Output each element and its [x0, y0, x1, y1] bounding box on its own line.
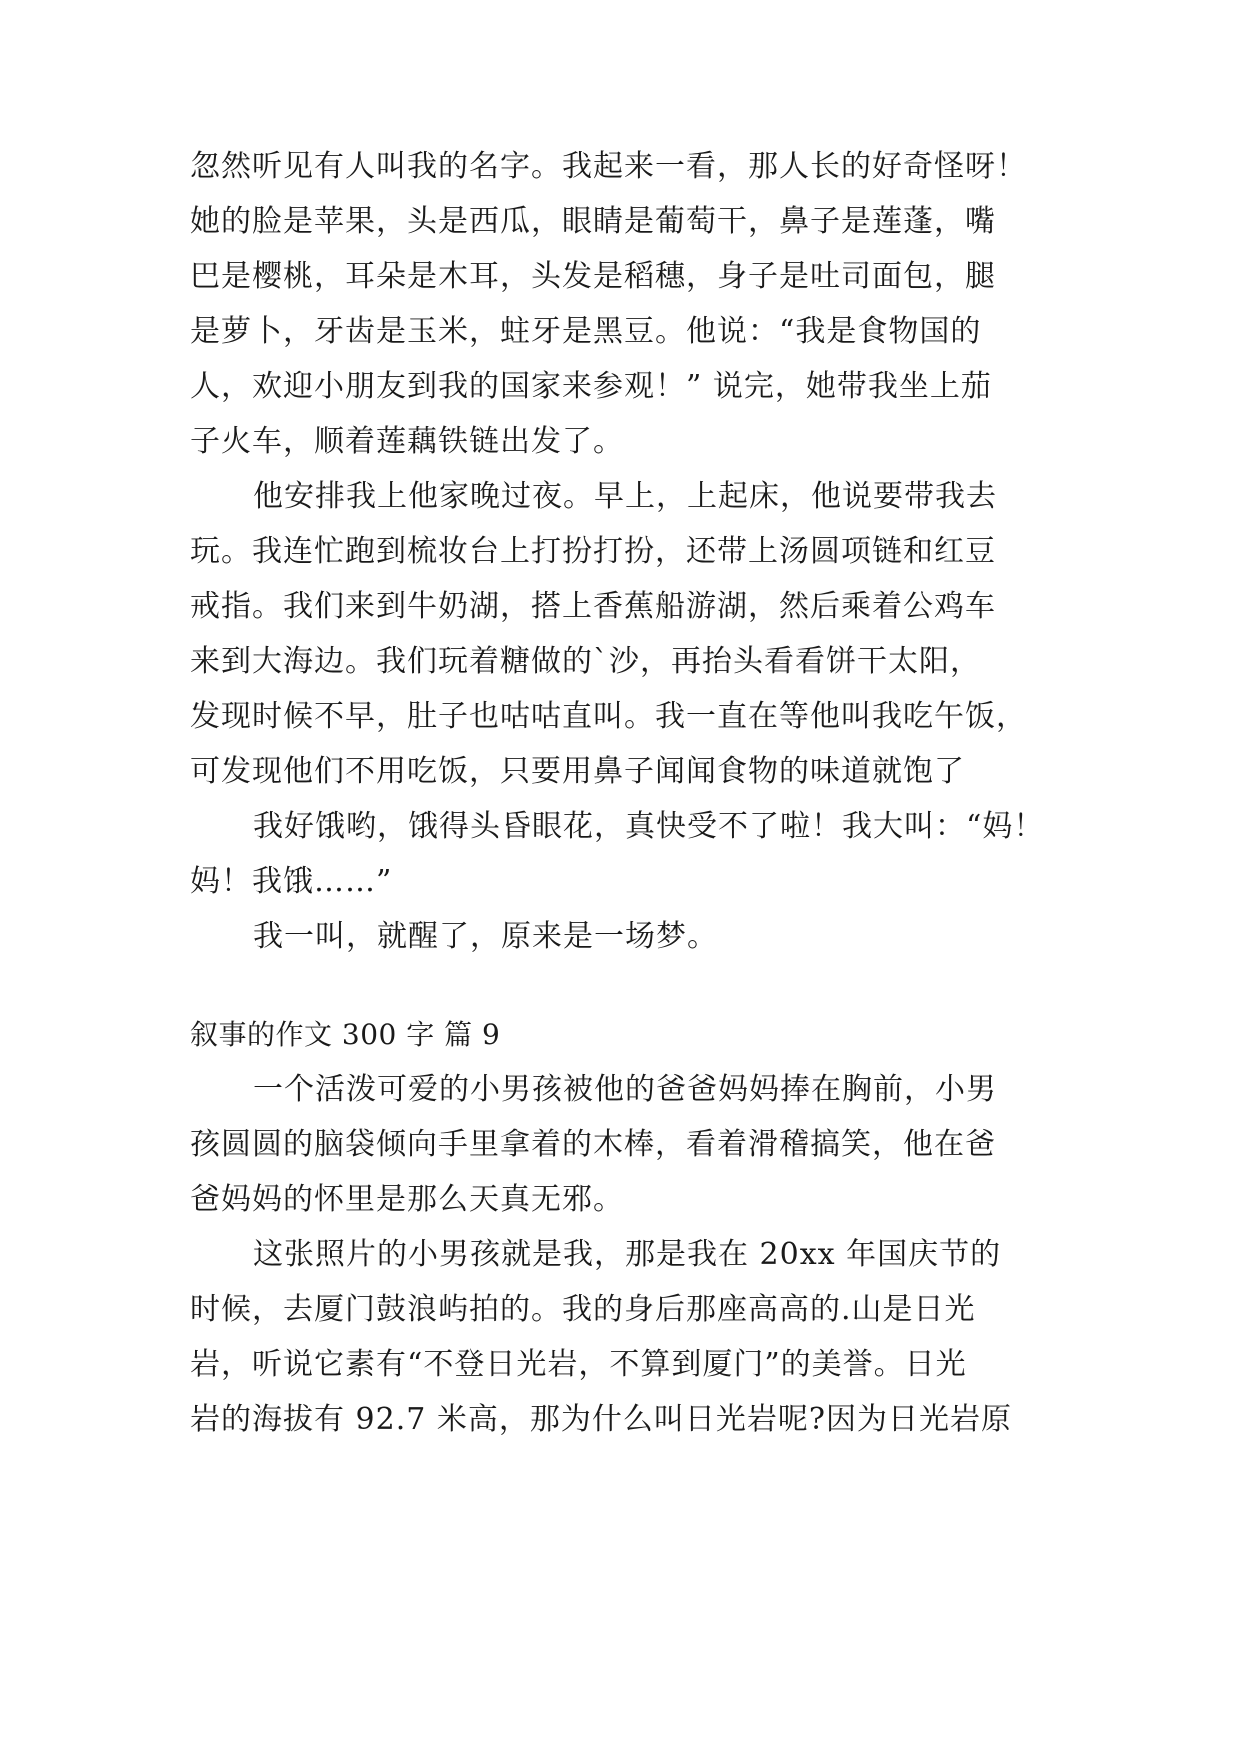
paragraph-first-line: 我好饿哟，饿得头昏眼花，真快受不了啦！我大叫：“妈！ — [253, 809, 1045, 844]
text-line: 子火车，顺着莲藕铁链出发了。 — [190, 424, 624, 459]
text-line: 她的脸是苹果，头是西瓜，眼睛是葡萄干，鼻子是莲蓬，嘴 — [190, 204, 996, 239]
text-line: 人，欢迎小朋友到我的国家来参观！” 说完，她带我坐上茄 — [190, 369, 992, 404]
paragraph-first-line: 他安排我上他家晚过夜。早上，上起床，他说要带我去 — [253, 479, 997, 514]
text-line: 可发现他们不用吃饭，只要用鼻子闻闻食物的味道就饱了 — [190, 754, 965, 789]
text-line: 来到大海边。我们玩着糖做的`沙，再抬头看看饼干太阳， — [190, 644, 981, 679]
text-line: 是萝卜，牙齿是玉米，蛀牙是黑豆。他说：“我是食物国的 — [190, 314, 982, 349]
text-line: 戒指。我们来到牛奶湖，搭上香蕉船游湖，然后乘着公鸡车 — [190, 589, 996, 624]
text-line: 时候，去厦门鼓浪屿拍的。我的身后那座高高的.山是日光 — [190, 1292, 976, 1327]
section-heading: 叙事的作文 300 字 篇 9 — [190, 1018, 501, 1051]
paragraph-first-line: 这张照片的小男孩就是我，那是我在 20xx 年国庆节的 — [253, 1237, 1002, 1272]
text-line: 孩圆圆的脑袋倾向手里拿着的木棒，看着滑稽搞笑，他在爸 — [190, 1127, 996, 1162]
text-line: 爸妈妈的怀里是那么天真无邪。 — [190, 1182, 624, 1217]
paragraph-first-line: 我一叫，就醒了，原来是一场梦。 — [253, 919, 718, 954]
text-line: 发现时候不早，肚子也咕咕直叫。我一直在等他叫我吃午饭， — [190, 699, 1027, 734]
text-line: 巴是樱桃，耳朵是木耳，头发是稻穗，身子是吐司面包，腿 — [190, 259, 996, 294]
paragraph-first-line: 一个活泼可爱的小男孩被他的爸爸妈妈捧在胸前，小男 — [253, 1072, 997, 1107]
text-line: 妈！我饿……” — [190, 864, 393, 899]
text-line: 玩。我连忙跑到梳妆台上打扮打扮，还带上汤圆项链和红豆 — [190, 534, 996, 569]
text-line: 忽然听见有人叫我的名字。我起来一看，那人长的好奇怪呀！ — [190, 149, 1027, 184]
text-line: 岩的海拔有 92.7 米高，那为什么叫日光岩呢?因为日光岩原 — [190, 1402, 1012, 1437]
text-line: 岩，听说它素有“不登日光岩，不算到厦门”的美誉。日光 — [190, 1347, 967, 1382]
